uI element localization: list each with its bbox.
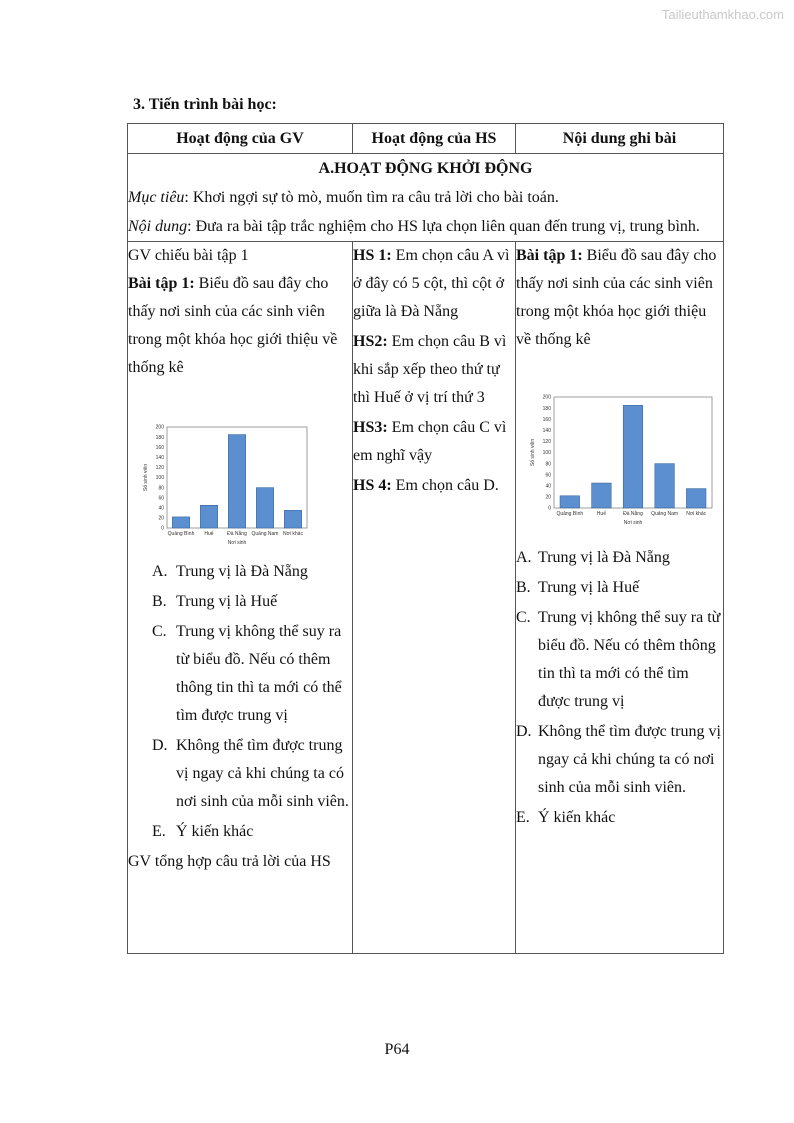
gv-options: [152, 558, 352, 846]
option-mark: D.: [516, 723, 532, 740]
option-mark: B.: [516, 579, 531, 596]
option-mark: C.: [152, 623, 167, 640]
content-label: Nội dung: [128, 218, 188, 235]
notes-exercise-text: Biểu đồ sau đây cho thấy nơi sinh của các sinh viên trong một khóa học giới thiệu về thống kê: [516, 247, 717, 348]
option-mark: A.: [516, 549, 532, 566]
gv-option-d: [152, 732, 352, 816]
option-mark: A.: [152, 563, 168, 580]
notes-options: [516, 544, 723, 832]
y-tick-label: 80: [545, 461, 551, 468]
header-hs: Hoạt động của HS: [353, 124, 516, 154]
gv-exercise: [128, 270, 352, 382]
option-mark: D.: [152, 737, 168, 754]
x-tick-label: Huế: [204, 531, 214, 537]
gv-option-b: [152, 588, 352, 616]
gv-cell: [128, 242, 353, 954]
gv-summary: GV tổng hợp câu trả lời của HS: [128, 853, 331, 870]
y-tick-label: 140: [155, 455, 164, 461]
notes-exercise-label: Bài tập 1:: [516, 247, 583, 264]
bar: [560, 496, 580, 508]
option-text: Trung vị không thể suy ra từ biểu đồ. Nếu có thêm thông tin thì ta mới có thể tìm được trung vị: [176, 623, 342, 724]
y-tick-label: 160: [155, 444, 164, 451]
bar: [655, 464, 675, 508]
x-tick-label: Đà Nẵng: [623, 511, 643, 517]
hs-answer-2: [353, 328, 515, 412]
option-text: Ý kiến khác: [176, 823, 254, 840]
gv-bar-chart: [140, 422, 310, 550]
gv-option-c: [152, 618, 352, 730]
x-tick-label: Quảng Nam: [251, 531, 279, 537]
notes-option-c: [516, 604, 723, 716]
y-axis-label: Số sinh viên: [143, 463, 149, 492]
hs-label: HS 1:: [353, 247, 392, 264]
x-tick-label: Quảng Bình: [556, 511, 584, 517]
option-mark: C.: [516, 609, 531, 626]
x-tick-label: Huế: [596, 511, 606, 517]
hs-label: HS2:: [353, 333, 388, 350]
notes-option-b: [516, 574, 723, 602]
y-axis-label: Số sinh viên: [530, 438, 536, 467]
x-tick-label: Quảng Bình: [167, 531, 195, 537]
y-tick-label: 20: [545, 494, 551, 501]
option-text: Ý kiến khác: [538, 809, 616, 826]
option-text: Trung vị là Huế: [538, 579, 640, 596]
y-tick-label: 120: [155, 465, 164, 472]
y-tick-label: 180: [542, 405, 551, 412]
option-mark: B.: [152, 593, 167, 610]
hs-label: HS 4:: [353, 477, 392, 494]
y-tick-label: 60: [545, 472, 551, 479]
section-row: [128, 154, 724, 242]
option-mark: E.: [516, 809, 530, 826]
bar: [200, 505, 217, 528]
y-tick-label: 40: [545, 483, 551, 490]
gv-exercise-label: Bài tập 1:: [128, 275, 195, 292]
x-tick-label: Nơi khác: [283, 531, 303, 537]
header-notes: Nội dung ghi bài: [516, 124, 724, 154]
notes-cell: [516, 242, 724, 954]
hs-text: Em chọn câu C vì em nghĩ vậy: [353, 419, 507, 464]
y-tick-label: 80: [158, 485, 164, 492]
y-tick-label: 100: [155, 475, 164, 482]
notes-option-d: [516, 718, 723, 802]
hs-text: Em chọn câu B vì khi sắp xếp theo thứ tự thì Huế ở vị trí thứ 3: [353, 333, 507, 406]
y-tick-label: 180: [155, 434, 164, 441]
notes-exercise: [516, 242, 723, 354]
hs-text: Em chọn câu A vì ở đây có 5 cột, thì cột ở giữa là Đà Nẵng: [353, 247, 510, 320]
bar: [172, 517, 189, 528]
content-line: [128, 212, 723, 241]
y-tick-label: 200: [542, 394, 551, 401]
option-text: Trung vị là Đà Nẵng: [538, 549, 670, 566]
bar: [256, 488, 273, 528]
notes-option-e: [516, 804, 723, 832]
goal-text: : Khơi ngợi sự tò mò, muốn tìm ra câu trả lời cho bài toán.: [184, 189, 559, 206]
section-heading: 3. Tiến trình bài học:: [133, 96, 277, 113]
option-text: Trung vị không thể suy ra từ biểu đồ. Nếu có thêm thông tin thì ta mới có thể tìm được trung vị: [538, 609, 721, 710]
gv-exercise-text: Biểu đồ sau đây cho thấy nơi sinh của các sinh viên trong một khóa học giới thiệu về thống kê: [128, 275, 338, 376]
y-tick-label: 140: [542, 428, 551, 434]
bar: [228, 435, 245, 528]
x-axis-label: Nơi sinh: [227, 540, 247, 546]
section-cell: [128, 154, 724, 242]
header-gv: Hoạt động của GV: [128, 124, 353, 154]
section-title: A.HOẠT ĐỘNG KHỞI ĐỘNG: [318, 160, 533, 177]
watermark: Tailieuthamkhao.com: [661, 7, 784, 22]
x-tick-label: Đà Nẵng: [227, 531, 247, 537]
option-text: Trung vị là Đà Nẵng: [176, 563, 308, 580]
birthplace-chart: [140, 422, 310, 550]
content-text: : Đưa ra bài tập trắc nghiệm cho HS lựa chọn liên quan đến trung vị, trung bình.: [187, 218, 700, 235]
gv-intro: GV chiếu bài tập 1: [128, 247, 249, 264]
bar: [284, 510, 301, 528]
hs-cell: [353, 242, 516, 954]
notes-option-a: [516, 544, 723, 572]
hs-label: HS3:: [353, 419, 388, 436]
option-text: Trung vị là Huế: [176, 593, 278, 610]
activity-row: [128, 242, 724, 954]
option-text: Không thể tìm được trung vị ngay cả khi chúng ta có nơi sinh của mỗi sinh viên.: [538, 723, 721, 796]
bar: [686, 489, 706, 508]
hs-answer-3: [353, 414, 515, 470]
hs-answer-4: [353, 472, 515, 500]
x-tick-label: Quảng Nam: [651, 511, 679, 517]
y-tick-label: 60: [158, 495, 164, 502]
y-tick-label: 160: [542, 416, 551, 423]
bar: [623, 405, 643, 508]
x-tick-label: Nơi khác: [686, 511, 707, 517]
y-tick-label: 40: [158, 505, 164, 512]
x-axis-label: Nơi sinh: [623, 520, 643, 526]
option-mark: E.: [152, 823, 166, 840]
bar: [592, 483, 612, 508]
page-number: P64: [384, 1041, 410, 1058]
y-tick-label: 0: [161, 525, 164, 532]
option-text: Không thể tìm được trung vị ngay cả khi chúng ta có nơi sinh của mỗi sinh viên.: [176, 737, 349, 810]
notes-bar-chart: [527, 393, 717, 533]
y-tick-label: 20: [158, 515, 164, 522]
birthplace-chart: [527, 393, 717, 533]
hs-text: Em chọn câu D.: [391, 477, 499, 494]
y-tick-label: 120: [542, 439, 551, 446]
gv-option-a: [152, 558, 352, 586]
y-tick-label: 100: [542, 450, 551, 457]
goal-line: [128, 183, 723, 212]
goal-label: Mục tiêu: [128, 189, 185, 206]
gv-option-e: [152, 818, 352, 846]
y-tick-label: 0: [548, 505, 551, 512]
hs-answer-1: [353, 242, 515, 326]
y-tick-label: 200: [155, 424, 164, 431]
table-header-row: [128, 124, 724, 154]
